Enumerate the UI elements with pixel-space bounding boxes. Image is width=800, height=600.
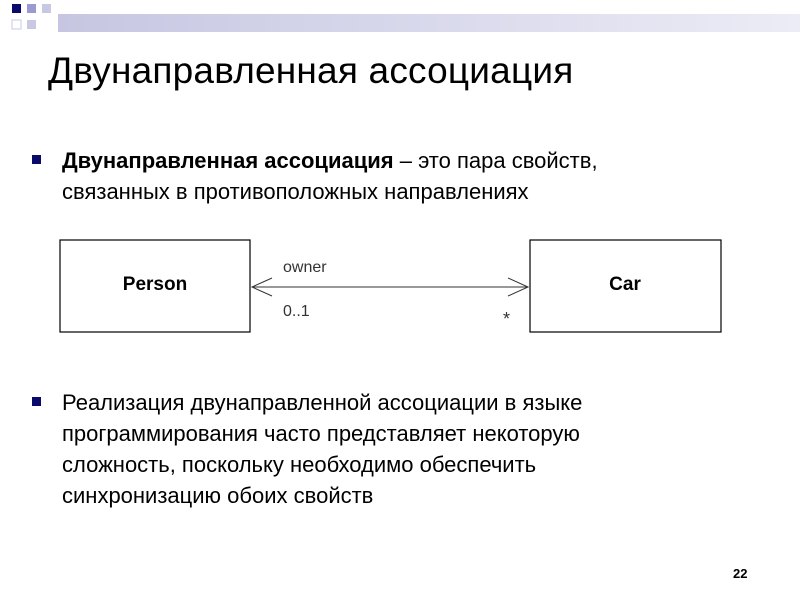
bullet-text: синхронизацию обоих свойств [62, 483, 374, 508]
bullet-text: сложность, поскольку необходимо обеспечить [62, 452, 537, 477]
slide-title: Двунаправленная ассоциация [48, 50, 574, 91]
header-stripe [58, 14, 800, 32]
bullet-text: – это пара свойств, [393, 148, 598, 173]
multiplicity-left: 0..1 [283, 303, 310, 320]
bullet-paragraph-1 [62, 145, 598, 207]
role-label-owner: owner [283, 259, 327, 276]
header-decoration [0, 0, 800, 48]
uml-association-diagram [0, 230, 800, 340]
deco-square-dark [12, 4, 21, 13]
deco-square-mid [27, 4, 36, 13]
bullet-text: связанных в противоположных направлениях [62, 179, 529, 204]
bullet-marker [32, 397, 41, 406]
bullet-marker [32, 155, 41, 164]
deco-square-light [42, 4, 51, 13]
class-name-person: Person [122, 274, 188, 295]
page-number: 22 [733, 566, 748, 581]
bullet-text: программирования часто представляет некоторую [62, 421, 580, 446]
bullet-term: Двунаправленная ассоциация [62, 148, 394, 173]
deco-square-light-2 [27, 20, 36, 29]
bullet-paragraph-2 [62, 387, 582, 511]
class-name-car: Car [609, 274, 641, 295]
deco-square-outline [12, 20, 21, 29]
bullet-text: Реализация двунаправленной ассоциации в языке [62, 390, 583, 415]
multiplicity-right: * [503, 309, 511, 329]
